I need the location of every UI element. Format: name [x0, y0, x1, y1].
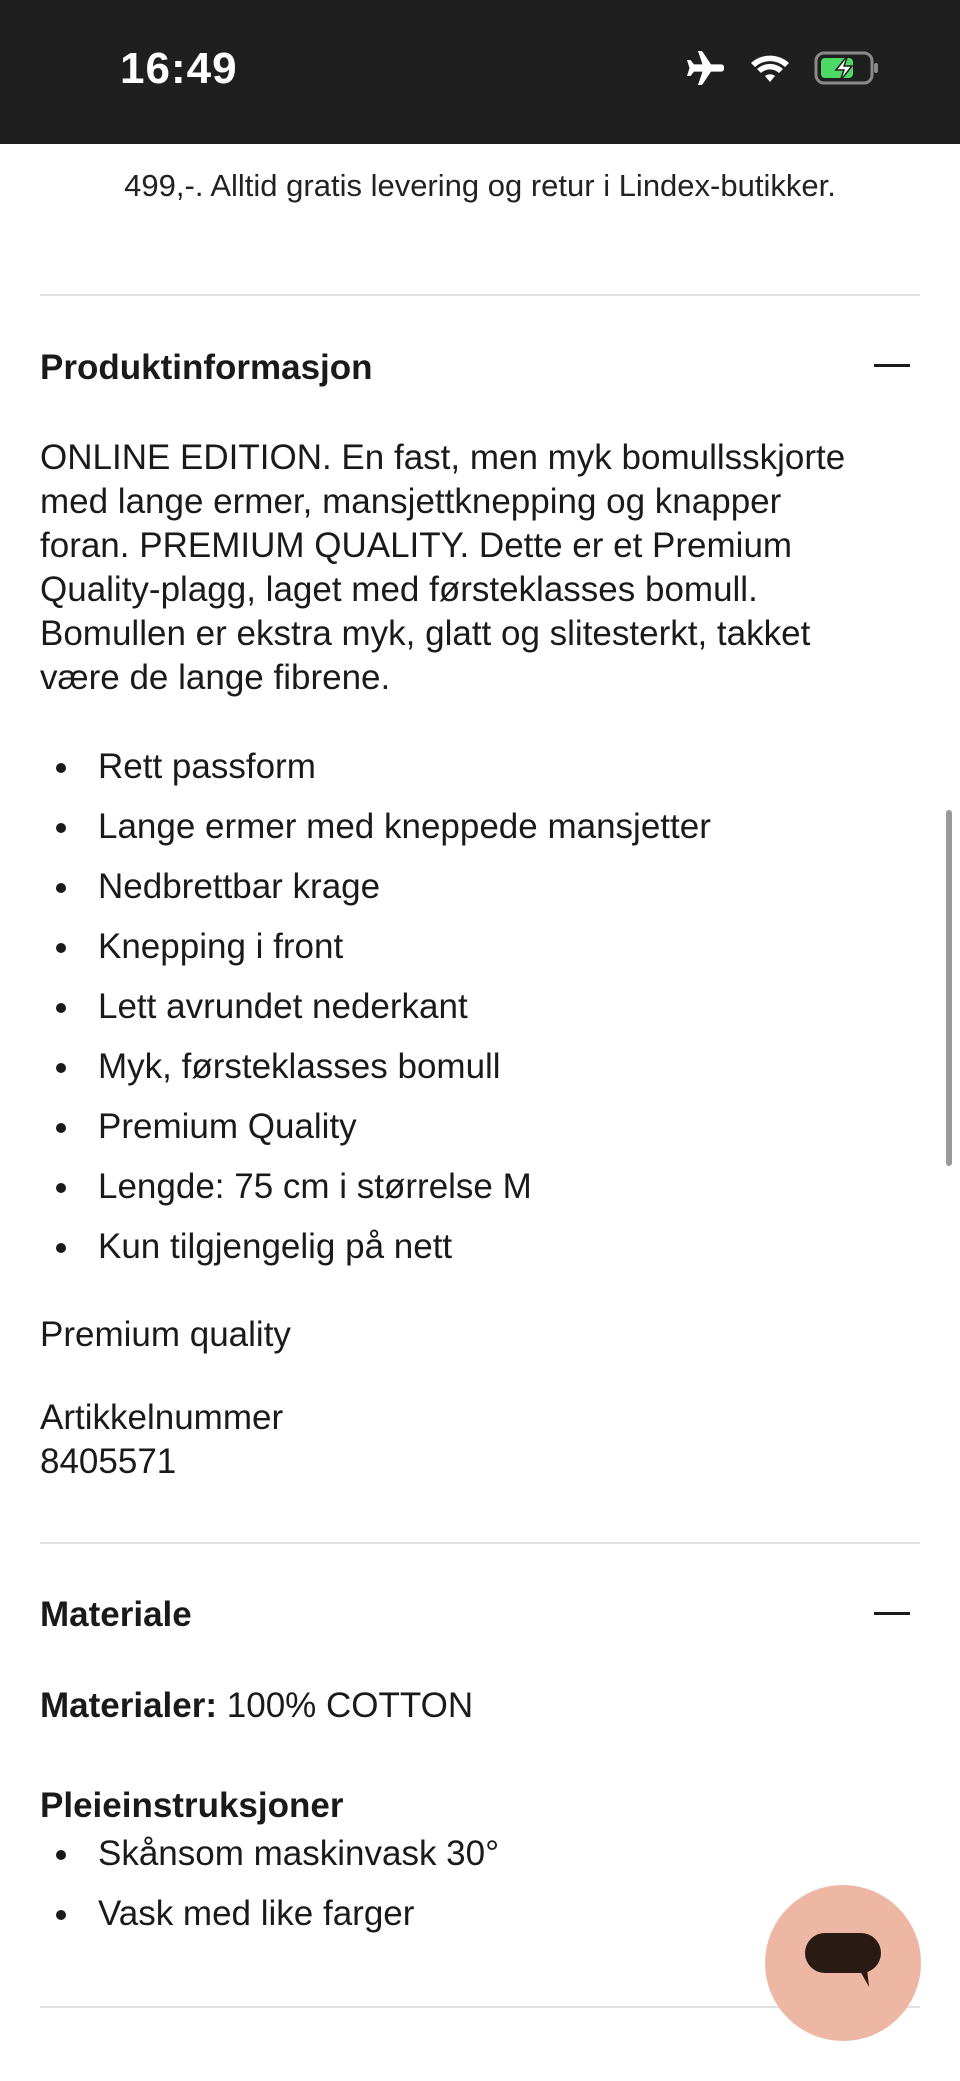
list-item: Rett passform [40, 737, 920, 797]
material-title[interactable]: Materiale [40, 1595, 192, 1634]
description-line: med lange ermer, mansjettknepping og knapper [40, 482, 782, 521]
chat-button[interactable] [765, 1885, 921, 2041]
description-line: ONLINE EDITION. En fast, men myk bomullsskjorte [40, 438, 846, 477]
materials-row [40, 1684, 473, 1728]
article-number-value: 8405571 [40, 1442, 177, 1481]
status-icons [686, 50, 880, 91]
list-item: Lange ermer med kneppede mansjetter [40, 797, 920, 857]
product-info-title[interactable]: Produktinformasjon [40, 348, 373, 387]
collapse-icon[interactable] [874, 1612, 910, 1615]
divider [40, 1542, 920, 1544]
list-item: Skånsom maskinvask 30° [40, 1824, 920, 1884]
scrollbar[interactable] [946, 810, 952, 1166]
list-item: Lett avrundet nederkant [40, 977, 920, 1037]
description-line: foran. PREMIUM QUALITY. Dette er et Premium [40, 526, 793, 565]
list-item: Lengde: 75 cm i størrelse M [40, 1157, 920, 1217]
wifi-icon [750, 52, 790, 89]
battery-charging-icon [814, 51, 880, 90]
quality-label: Premium quality [40, 1315, 291, 1354]
feature-list [40, 737, 920, 1277]
divider [40, 294, 920, 296]
list-item: Myk, førsteklasses bomull [40, 1037, 920, 1097]
chat-bubble-icon [803, 1929, 883, 1998]
collapse-icon[interactable] [874, 364, 910, 367]
airplane-icon [686, 50, 726, 91]
list-item: Premium Quality [40, 1097, 920, 1157]
description-line: Bomullen er ekstra myk, glatt og slitesterkt, takket [40, 614, 811, 653]
list-item: Kun tilgjengelig på nett [40, 1217, 920, 1277]
status-bar [0, 0, 960, 144]
list-item: Vask med like farger [40, 1884, 920, 1944]
care-title: Pleieinstruksjoner [40, 1786, 344, 1825]
materials-label: Materialer: [40, 1686, 218, 1725]
list-item: Nedbrettbar krage [40, 857, 920, 917]
product-description [40, 436, 920, 700]
article-number-block [40, 1396, 283, 1484]
list-item: Knepping i front [40, 917, 920, 977]
materials-value: 100% COTTON [226, 1686, 474, 1725]
description-line: være de lange fibrene. [40, 658, 391, 697]
shipping-note: 499,-. Alltid gratis levering og retur i Lindex-butikker. [124, 168, 836, 203]
description-line: Quality-plagg, laget med førsteklasses bomull. [40, 570, 758, 609]
article-number-label: Artikkelnummer [40, 1398, 284, 1437]
status-time: 16:49 [120, 44, 238, 93]
